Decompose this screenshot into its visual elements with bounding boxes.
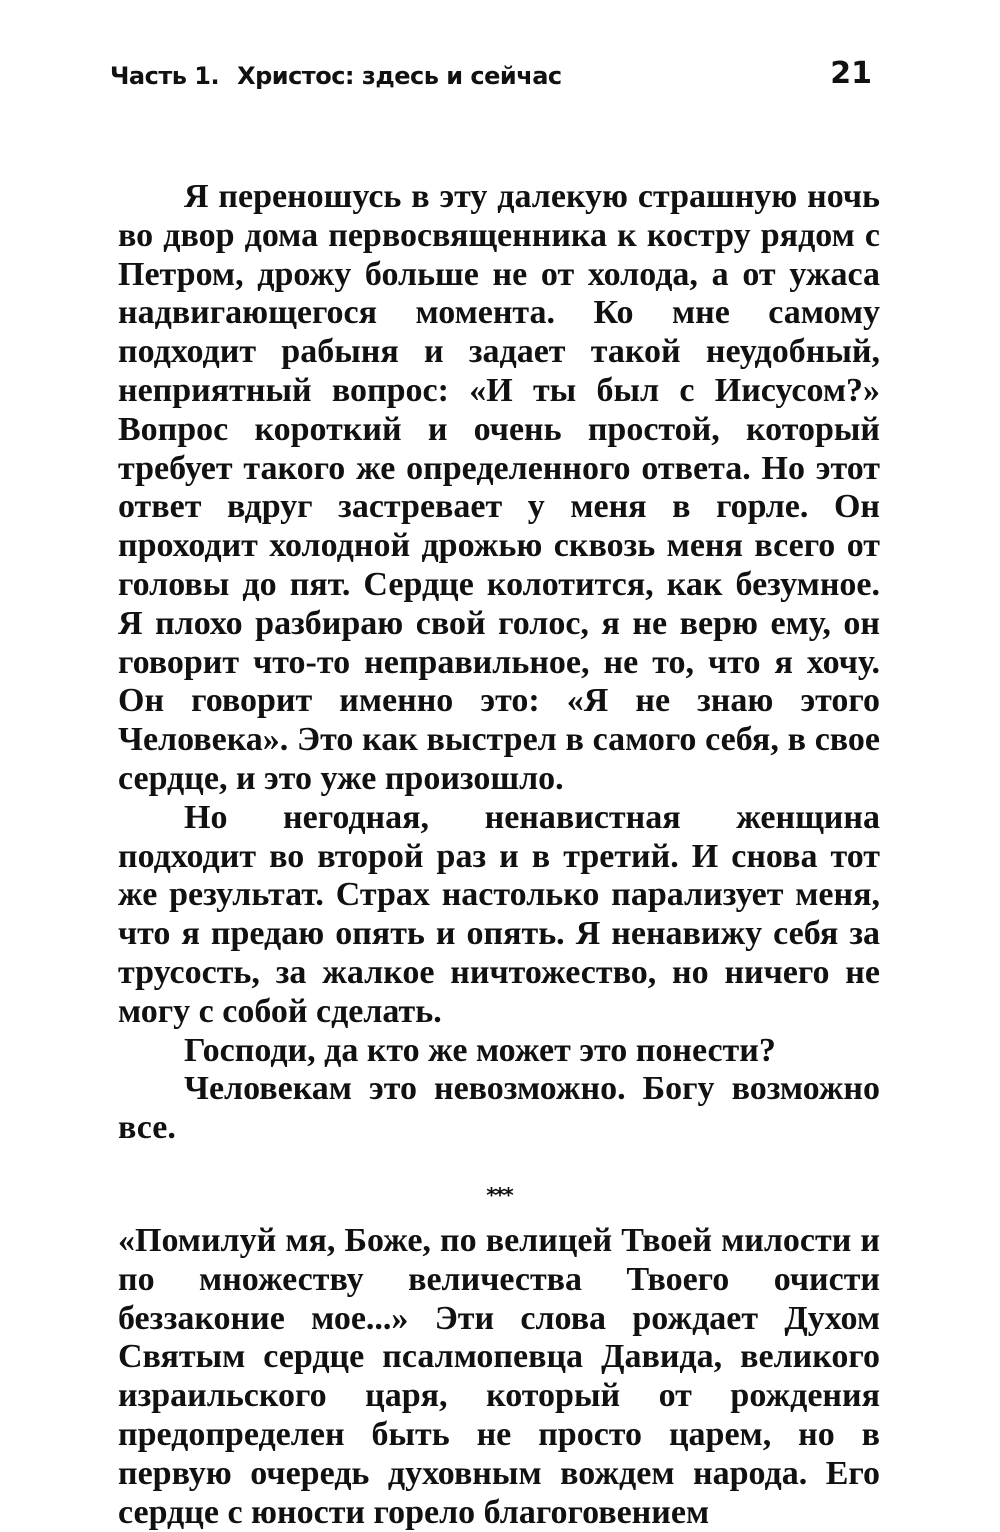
paragraph-2: Но негодная, ненавистная женщина подходит во второй раз и в третий. И снова тот же результат. Страх настолько парализует меня, что я предаю опять и опять. Я ненавижу себя за трусость, за жалкое ничтожество, но ничего не могу с собой сделать. (118, 798, 880, 1030)
running-head-part: Часть 1. (110, 62, 220, 90)
section-separator: *** (486, 1182, 512, 1207)
running-head (110, 62, 562, 90)
page-number: 21 (830, 56, 872, 91)
body-text (118, 178, 880, 1532)
paragraph-1: Я переношусь в эту далекую страшную ночь во двор дома первосвященника к костру рядом с Петром, дрожу больше не от холода, а от ужаса надвигающегося момента. Ко мне самому подходит рабыня и задает такой неудобный, неприятный вопрос: «И ты был с Иисусом?» Вопрос короткий и очень простой, который требует такого же определенного ответа. Но этот ответ вдруг застревает у меня в горле. Он проходит холодной дрожью сквозь меня всего от головы до пят. Сердце колотится, как безумное. Я плохо разбираю свой голос, я не верю ему, он говорит что-то неправильное, не то, что я хочу. Он говорит именно это: «Я не знаю этого Человека». Это как выстрел в самого себя, в свое сердце, и это уже произошло. (118, 178, 880, 797)
running-head-title: Христос: здесь и сейчас (237, 62, 562, 90)
paragraph-4: Человекам это невозможно. Богу возможно все. (118, 1070, 880, 1147)
paragraph-5: «Помилуй мя, Боже, по велицей Твоей милости и по множеству величества Твоего очисти беззаконие мое...» Эти слова рождает Духом Святым сердце псалмопевца Давида, великого израильского царя, который от рождения предопределен быть не просто царем, но в первую очередь духовным вождем народа. Его сердце с юности горело благоговением (118, 1221, 880, 1531)
paragraph-3: Господи, да кто же может это понести? (184, 1031, 776, 1069)
